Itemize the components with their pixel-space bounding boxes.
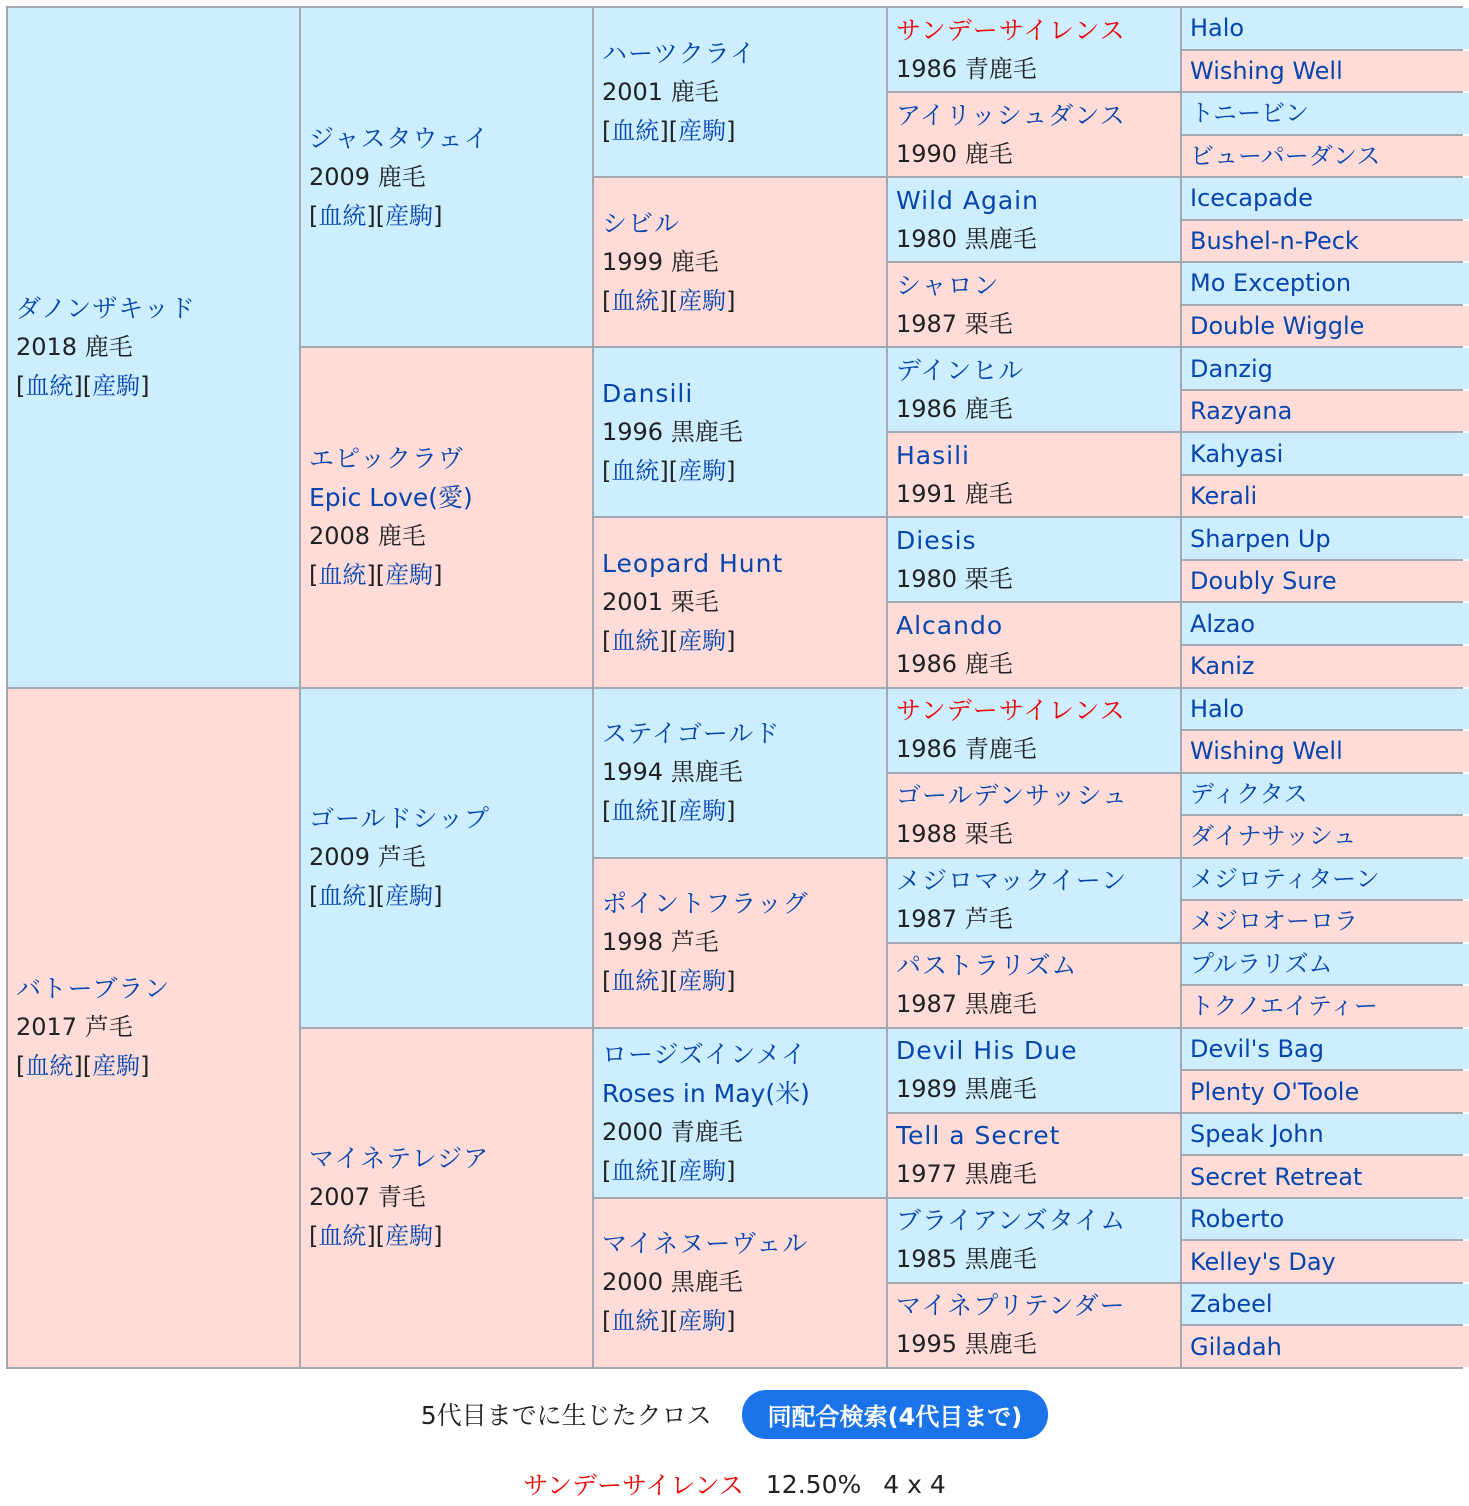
horse-name-link[interactable]: Alcando: [896, 610, 1004, 640]
horse-name-link[interactable]: Hasili: [896, 440, 970, 470]
offspring-link[interactable]: 産駒: [678, 1156, 727, 1185]
horse-info: 1987 黒鹿毛: [896, 990, 1037, 1019]
horse-name-link[interactable]: Doubly Sure: [1190, 567, 1337, 596]
gen5-horse-cell: [1182, 263, 1469, 304]
gen5-horse-cell: [1182, 731, 1469, 772]
offspring-link[interactable]: 産駒: [678, 286, 727, 315]
offspring-link[interactable]: 産駒: [385, 201, 434, 230]
horse-info: 1977 黒鹿毛: [896, 1160, 1037, 1189]
gen2-horse-cell: [301, 1029, 592, 1367]
gen4-horse-cell: [888, 93, 1180, 176]
horse-info: 1998 芦毛: [602, 928, 719, 957]
gen4-horse-cell: [888, 263, 1180, 346]
horse-info: 1996 黒鹿毛: [602, 417, 743, 446]
gen4-horse-cell: [888, 178, 1180, 261]
gen5-horse-cell: [1182, 221, 1469, 262]
offspring-link[interactable]: 産駒: [385, 1222, 434, 1251]
horse-name-link[interactable]: Mo Exception: [1190, 269, 1352, 298]
gen3-horse-cell: [594, 1199, 886, 1367]
horse-name-link[interactable]: ディクタス: [1190, 779, 1308, 808]
offspring-link[interactable]: 産駒: [678, 797, 727, 826]
horse-name-link[interactable]: Halo: [1190, 14, 1245, 43]
gen5-horse-cell: [1182, 51, 1469, 92]
cross-title: 5代目までに生じたクロス: [420, 1401, 712, 1430]
horse-name-link[interactable]: Sharpen Up: [1190, 524, 1331, 553]
gen5-horse-cell: [1182, 1156, 1469, 1197]
gen5-horse-cell: [1182, 8, 1469, 49]
horse-name-link[interactable]: デインヒル: [896, 355, 1025, 385]
gen5-horse-cell: [1182, 348, 1469, 389]
horse-name-link[interactable]: Wishing Well: [1190, 737, 1343, 766]
gen4-horse-cell: [888, 774, 1180, 857]
horse-name-link[interactable]: Wishing Well: [1190, 56, 1343, 85]
gen4-horse-cell: [888, 1199, 1180, 1282]
horse-name-link[interactable]: Kahyasi: [1190, 439, 1284, 468]
gen5-horse-cell: [1182, 1114, 1469, 1155]
horse-links: [血統][産駒]: [309, 561, 443, 590]
horse-name-link[interactable]: Alzao: [1190, 609, 1256, 638]
horse-info: 2017 芦毛: [16, 1013, 133, 1042]
horse-info: 1986 青鹿毛: [896, 54, 1037, 83]
horse-name-link[interactable]: シャロン: [896, 270, 1000, 300]
horse-info: 2007 青毛: [309, 1183, 426, 1212]
horse-name-link[interactable]: ゴールドシップ: [309, 804, 491, 834]
horse-name-link[interactable]: Devil's Bag: [1190, 1035, 1324, 1064]
gen5-horse-cell: [1182, 178, 1469, 219]
horse-info: 1995 黒鹿毛: [896, 1330, 1037, 1359]
horse-links: [血統][産駒]: [602, 456, 736, 485]
horse-info: 2000 黒鹿毛: [602, 1268, 743, 1297]
pedigree-link[interactable]: 血統: [25, 371, 74, 400]
pedigree-link[interactable]: 血統: [611, 797, 660, 826]
gen5-horse-cell: [1182, 1241, 1469, 1282]
horse-info: 2009 鹿毛: [309, 162, 426, 191]
pedigree-link[interactable]: 血統: [318, 882, 367, 911]
gen5-horse-cell: [1182, 518, 1469, 559]
gen4-horse-cell: [888, 1284, 1180, 1367]
gen5-horse-cell: [1182, 901, 1469, 942]
horse-name-link[interactable]: トクノエイティー: [1190, 992, 1378, 1021]
gen5-horse-cell: [1182, 391, 1469, 432]
horse-name-link[interactable]: Speak John: [1190, 1120, 1324, 1149]
gen4-horse-cell: [888, 8, 1180, 91]
horse-foreign-name-link[interactable]: Epic Love(愛): [309, 483, 473, 513]
gen5-horse-cell: [1182, 816, 1469, 857]
gen5-horse-cell: [1182, 1284, 1469, 1325]
gen5-horse-cell: [1182, 646, 1469, 687]
horse-name-link[interactable]: Bushel-n-Peck: [1190, 226, 1359, 255]
gen5-horse-cell: [1182, 1326, 1469, 1367]
horse-info: 1987 芦毛: [896, 905, 1013, 934]
horse-name-link[interactable]: Kelley's Day: [1190, 1247, 1336, 1276]
horse-name-link[interactable]: Danzig: [1190, 354, 1273, 383]
cross-percent: 12.50%: [765, 1469, 862, 1499]
offspring-link[interactable]: 産駒: [678, 116, 727, 145]
horse-links: [血統][産駒]: [309, 201, 443, 230]
gen5-horse-cell: [1182, 986, 1469, 1027]
horse-name-link[interactable]: プルラリズム: [1190, 949, 1333, 978]
horse-info: 1986 鹿毛: [896, 649, 1013, 678]
gen3-horse-cell: [594, 518, 886, 686]
gen3-horse-cell: [594, 178, 886, 346]
gen3-horse-cell: [594, 859, 886, 1027]
horse-name-link[interactable]: バトーブラン: [16, 974, 171, 1004]
gen5-horse-cell: [1182, 476, 1469, 517]
horse-name-link[interactable]: ポイントフラッグ: [602, 889, 809, 919]
horse-links: [血統][産駒]: [602, 797, 736, 826]
gen4-horse-cell: [888, 944, 1180, 1027]
horse-name-link[interactable]: ダイナサッシュ: [1190, 822, 1357, 851]
gen5-horse-cell: [1182, 689, 1469, 730]
gen5-horse-cell: [1182, 1029, 1469, 1070]
horse-info: 2008 鹿毛: [309, 522, 426, 551]
horse-links: [血統][産駒]: [602, 1307, 736, 1336]
cross-header: [0, 1390, 1469, 1438]
gen5-horse-cell: [1182, 774, 1469, 815]
horse-links: [血統][産駒]: [602, 626, 736, 655]
horse-name-link[interactable]: Halo: [1190, 694, 1245, 723]
horse-name-link[interactable]: ビューパーダンス: [1190, 141, 1381, 170]
pedigree-link[interactable]: 血統: [611, 967, 660, 996]
gen5-horse-cell: [1182, 306, 1469, 347]
horse-info: 2009 芦毛: [309, 843, 426, 872]
gen4-horse-cell: [888, 689, 1180, 772]
horse-name-link[interactable]: ダノンザキッド: [16, 293, 196, 323]
pedigree-link[interactable]: 血統: [611, 456, 660, 485]
offspring-link[interactable]: 産駒: [92, 1052, 141, 1081]
horse-name-link[interactable]: マイネプリテンダー: [896, 1291, 1126, 1321]
gen1-horse-cell: [8, 689, 299, 1368]
gen5-horse-cell: [1182, 561, 1469, 602]
gen4-horse-cell: [888, 859, 1180, 942]
horse-name-link[interactable]: Kaniz: [1190, 652, 1255, 681]
horse-name-link[interactable]: エピックラヴ: [309, 444, 465, 474]
horse-name-link[interactable]: ブライアンズタイム: [896, 1206, 1127, 1236]
horse-name-link[interactable]: マイネヌーヴェル: [602, 1229, 809, 1259]
horse-links: [血統][産駒]: [309, 882, 443, 911]
cross-horse-link[interactable]: サンデーサイレンス: [523, 1471, 744, 1500]
cross-item: [0, 1462, 1469, 1506]
horse-name-link[interactable]: Zabeel: [1190, 1290, 1273, 1319]
horse-info: 1985 黒鹿毛: [896, 1245, 1037, 1274]
offspring-link[interactable]: 産駒: [92, 371, 141, 400]
horse-info: 1980 栗毛: [896, 564, 1013, 593]
horse-info: 1988 栗毛: [896, 820, 1013, 849]
horse-info: 2001 栗毛: [602, 587, 719, 616]
horse-links: [血統][産駒]: [309, 1222, 443, 1251]
horse-name-link[interactable]: ステイゴールド: [602, 719, 781, 749]
horse-info: 1986 青鹿毛: [896, 735, 1037, 764]
offspring-link[interactable]: 産駒: [385, 882, 434, 911]
same-mating-search-button[interactable]: 同配合検索(4代目まで): [742, 1390, 1049, 1439]
gen2-horse-cell: [301, 348, 592, 686]
pedigree-link[interactable]: 血統: [318, 1222, 367, 1251]
horse-name-link[interactable]: アイリッシュダンス: [896, 100, 1126, 130]
horse-name-link[interactable]: サンデーサイレンス: [896, 15, 1126, 45]
gen3-horse-cell: [594, 1029, 886, 1197]
gen1-horse-cell: [8, 8, 299, 687]
gen2-horse-cell: [301, 8, 592, 346]
horse-info: 1991 鹿毛: [896, 479, 1013, 508]
pedigree-link[interactable]: 血統: [611, 116, 660, 145]
horse-name-link[interactable]: Double Wiggle: [1190, 311, 1365, 340]
gen2-horse-cell: [301, 689, 592, 1027]
horse-info: 1999 鹿毛: [602, 247, 719, 276]
horse-name-link[interactable]: ハーツクライ: [602, 38, 757, 68]
gen5-horse-cell: [1182, 603, 1469, 644]
offspring-link[interactable]: 産駒: [678, 626, 727, 655]
gen5-horse-cell: [1182, 433, 1469, 474]
gen3-horse-cell: [594, 348, 886, 516]
horse-name-link[interactable]: トニービン: [1190, 99, 1310, 128]
horse-name-link[interactable]: ジャスタウェイ: [309, 123, 490, 153]
horse-info: 1994 黒鹿毛: [602, 758, 743, 787]
horse-links: [血統][産駒]: [602, 116, 736, 145]
horse-info: 1987 栗毛: [896, 309, 1013, 338]
horse-name-link[interactable]: Tell a Secret: [896, 1121, 1061, 1151]
gen5-horse-cell: [1182, 1071, 1469, 1112]
offspring-link[interactable]: 産駒: [385, 561, 434, 590]
horse-name-link[interactable]: サンデーサイレンス: [896, 696, 1126, 726]
horse-links: [血統][産駒]: [602, 1156, 736, 1185]
horse-info: 1989 黒鹿毛: [896, 1075, 1037, 1104]
gen5-horse-cell: [1182, 136, 1469, 177]
offspring-link[interactable]: 産駒: [678, 1307, 727, 1336]
horse-info: 2001 鹿毛: [602, 77, 719, 106]
horse-name-link[interactable]: Diesis: [896, 525, 977, 555]
gen4-horse-cell: [888, 1114, 1180, 1197]
pedigree-link[interactable]: 血統: [318, 561, 367, 590]
pedigree-link[interactable]: 血統: [611, 1307, 660, 1336]
horse-links: [血統][産駒]: [16, 1052, 150, 1081]
gen3-horse-cell: [594, 8, 886, 176]
pedigree-link[interactable]: 血統: [611, 1156, 660, 1185]
horse-name-link[interactable]: Giladah: [1190, 1332, 1282, 1361]
horse-name-link[interactable]: Wild Again: [896, 185, 1039, 215]
horse-name-link[interactable]: Icecapade: [1190, 184, 1313, 213]
horse-info: 1980 黒鹿毛: [896, 224, 1037, 253]
horse-info: 1990 鹿毛: [896, 139, 1013, 168]
horse-links: [血統][産駒]: [602, 967, 736, 996]
horse-name-link[interactable]: パストラリズム: [896, 951, 1078, 981]
horse-name-link[interactable]: ゴールデンサッシュ: [896, 781, 1129, 811]
gen4-horse-cell: [888, 433, 1180, 516]
offspring-link[interactable]: 産駒: [678, 967, 727, 996]
horse-name-link[interactable]: マイネテレジア: [309, 1144, 490, 1174]
gen5-horse-cell: [1182, 859, 1469, 900]
gen4-horse-cell: [888, 518, 1180, 601]
horse-name-link[interactable]: Secret Retreat: [1190, 1162, 1363, 1191]
gen4-horse-cell: [888, 1029, 1180, 1112]
gen3-horse-cell: [594, 689, 886, 857]
horse-links: [血統][産駒]: [602, 286, 736, 315]
horse-name-link[interactable]: Leopard Hunt: [602, 548, 784, 578]
gen5-horse-cell: [1182, 93, 1469, 134]
horse-info: 2000 青鹿毛: [602, 1117, 743, 1146]
horse-name-link[interactable]: Devil His Due: [896, 1036, 1078, 1066]
gen5-horse-cell: [1182, 1199, 1469, 1240]
horse-name-link[interactable]: Plenty O'Toole: [1190, 1077, 1360, 1106]
gen4-horse-cell: [888, 348, 1180, 431]
horse-foreign-name-link[interactable]: Roses in May(米): [602, 1078, 810, 1108]
pedigree-link[interactable]: 血統: [611, 286, 660, 315]
pedigree-link[interactable]: 血統: [611, 626, 660, 655]
horse-name-link[interactable]: メジロティターン: [1190, 864, 1380, 893]
horse-name-link[interactable]: メジロマックイーン: [896, 866, 1128, 896]
pedigree-table: [6, 6, 1463, 1369]
horse-info: 2018 鹿毛: [16, 332, 133, 361]
pedigree-link[interactable]: 血統: [25, 1052, 74, 1081]
horse-links: [血統][産駒]: [16, 371, 150, 400]
offspring-link[interactable]: 産駒: [678, 456, 727, 485]
horse-name-link[interactable]: Dansili: [602, 378, 694, 408]
gen5-horse-cell: [1182, 944, 1469, 985]
horse-name-link[interactable]: Kerali: [1190, 482, 1258, 511]
horse-info: 1986 鹿毛: [896, 394, 1013, 423]
gen4-horse-cell: [888, 603, 1180, 686]
horse-name-link[interactable]: Razyana: [1190, 397, 1293, 426]
horse-name-link[interactable]: Roberto: [1190, 1205, 1285, 1234]
cross-pattern: 4 x 4: [883, 1469, 946, 1499]
pedigree-link[interactable]: 血統: [318, 201, 367, 230]
horse-name-link[interactable]: ロージズインメイ: [602, 1039, 808, 1069]
horse-name-link[interactable]: シビル: [602, 208, 681, 238]
horse-name-link[interactable]: メジロオーロラ: [1190, 907, 1358, 936]
